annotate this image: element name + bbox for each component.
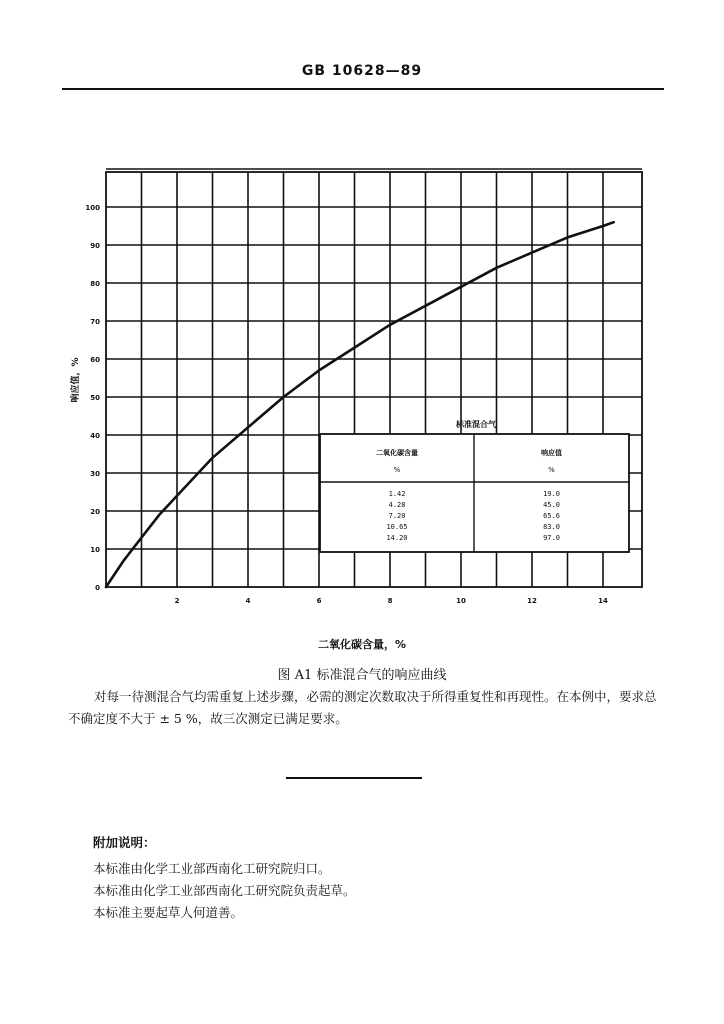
note-line: 本标准由化学工业部西南化工研究院归口。 <box>93 861 331 876</box>
inset-table-header: 二氧化碳含量 <box>376 449 418 457</box>
inset-table-cell: 65.6 <box>543 512 560 520</box>
inset-table-cell: 7.20 <box>388 512 406 520</box>
x-tick-label: 14 <box>598 597 608 605</box>
section-divider <box>286 777 422 779</box>
y-tick-label: 50 <box>90 394 100 402</box>
x-tick-label: 8 <box>387 597 393 605</box>
note-line: 本标准主要起草人何道善。 <box>93 905 244 920</box>
inset-table-cell: 14.20 <box>386 534 408 542</box>
y-tick-label: 30 <box>90 470 100 478</box>
inset-table-cell: 97.0 <box>543 534 560 542</box>
x-axis-label: 二氧化碳含量，% <box>317 638 407 651</box>
y-tick-label: 80 <box>90 280 100 288</box>
inset-table-title: 标准混合气 <box>456 420 496 429</box>
y-tick-label: 20 <box>90 508 100 516</box>
inset-table-cell: 19.0 <box>543 490 560 498</box>
x-tick-label: 10 <box>456 597 466 605</box>
y-tick-label: 0 <box>95 584 100 592</box>
y-tick-label: 70 <box>90 318 100 326</box>
notes-title: 附加说明： <box>93 835 156 850</box>
additional-notes <box>93 832 356 924</box>
figure-caption: 图 A1 标准混合气的响应曲线 <box>277 668 447 683</box>
x-tick-label: 4 <box>245 597 251 605</box>
inset-table-cell: 4.28 <box>388 501 406 509</box>
inset-table-header: 响应值 <box>541 449 562 457</box>
x-tick-label: 2 <box>174 597 180 605</box>
y-tick-label: 60 <box>90 356 100 364</box>
inset-table-cell: 1.42 <box>388 490 406 498</box>
x-tick-label: 12 <box>527 597 537 605</box>
y-tick-label: 90 <box>90 242 100 250</box>
y-tick-label: 10 <box>90 546 100 554</box>
note-line: 本标准由化学工业部西南化工研究院负责起草。 <box>93 883 356 898</box>
inset-table-cell: 45.0 <box>543 501 560 509</box>
y-axis-label: 响应值，% <box>71 357 81 403</box>
inset-table-cell: 83.0 <box>543 523 560 531</box>
inset-table-cell: 10.65 <box>386 523 408 531</box>
y-tick-label: 100 <box>85 204 100 212</box>
body-paragraph: 对每一待测混合气均需重复上述步骤，必需的测定次数取决于所得重复性和再现性。在本例中，要求总不确定度不大于 ± 5 %，故三次测定已满足要求。 <box>68 689 657 726</box>
y-tick-label: 40 <box>90 432 100 440</box>
inset-table-unit: % <box>393 466 401 474</box>
standard-code: GB 10628—89 <box>301 63 423 79</box>
x-tick-label: 6 <box>316 597 322 605</box>
inset-table-unit: % <box>548 466 555 474</box>
